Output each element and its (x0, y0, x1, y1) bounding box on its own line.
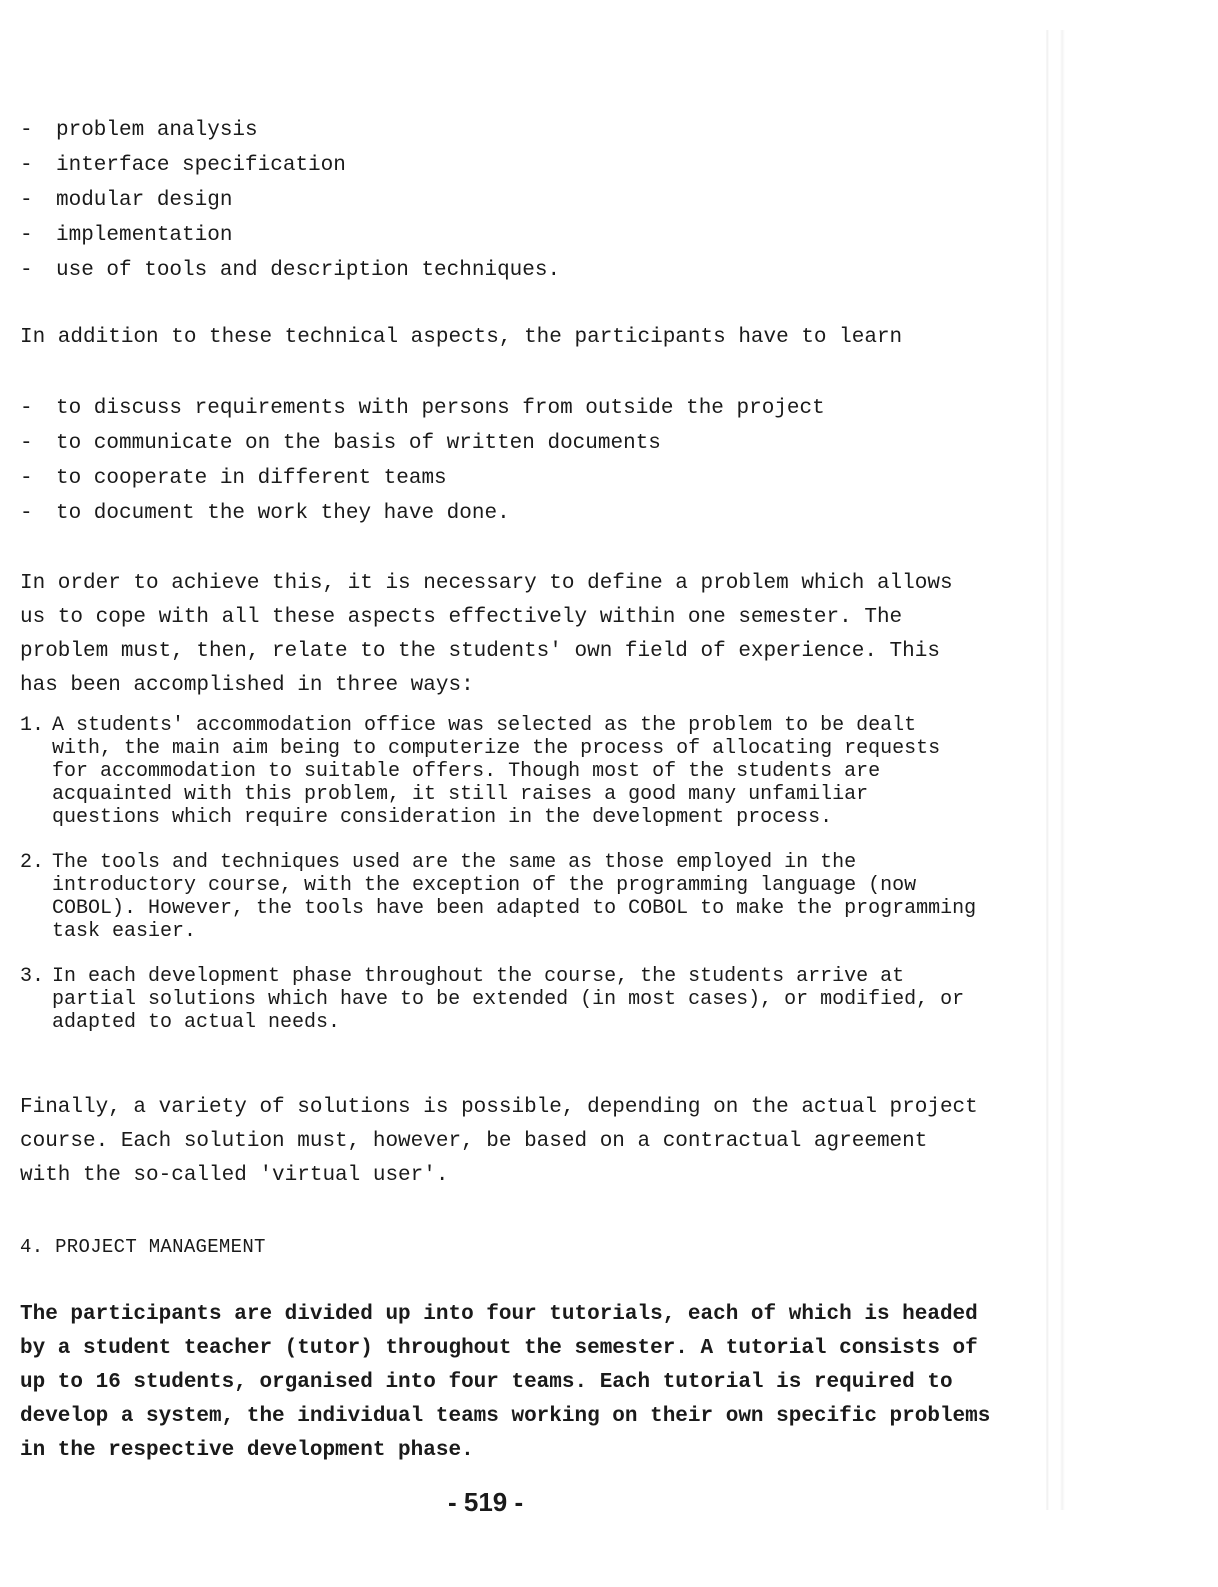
way-number: 2. (20, 851, 45, 874)
page-number: - 519 - (448, 1487, 524, 1517)
list-item: - to communicate on the basis of written documents (20, 432, 661, 455)
list-item: - problem analysis (20, 119, 258, 142)
list-item: - to document the work they have done. (20, 502, 510, 525)
list-item: - interface specification (20, 154, 346, 177)
list-item-text: use of tools and description techniques. (56, 259, 561, 282)
list-item: - to discuss requirements with persons from outside the project (20, 397, 825, 420)
list-item-text: modular design (56, 189, 233, 212)
learn-list (20, 391, 825, 531)
list-item-text: to document the work they have done. (56, 502, 510, 525)
intro-topic-list (20, 113, 560, 288)
list-item: - implementation (20, 224, 233, 247)
order-paragraph: In order to achieve this, it is necessary to define a problem which allows us to cope with all these aspects effectively within one semester. The problem must, then, relate to the students' own field of experience. This has been accomplished in three ways: (20, 572, 953, 697)
list-item: - to cooperate in different teams (20, 467, 447, 490)
way-item (20, 965, 980, 1034)
way-text: A students' accommodation office was selected as the problem to be dealt with, the main aim being to computerize the process of allocating requests for accommodation to suitable offers. Though most of the students are acquainted with this problem, it still raises a good many unfamiliar questions which require consideration in the development process. (52, 714, 941, 829)
addition-paragraph: In addition to these technical aspects, the participants have to learn (20, 326, 903, 349)
list-item: - modular design (20, 189, 233, 212)
management-paragraph: The participants are divided up into four tutorials, each of which is headed by a student teacher (tutor) throughout the semester. A tutorial consists of up to 16 students, organised into four teams. Each tutorial is required to develop a system, the individual teams working on their own specific problems in the respective development phase. (20, 1303, 991, 1462)
list-item: - use of tools and description techniques. (20, 259, 561, 282)
list-item-text: implementation (56, 224, 233, 247)
way-number: 1. (20, 714, 45, 737)
list-item-text: to cooperate in different teams (56, 467, 447, 490)
way-item (20, 714, 980, 829)
ways-list (20, 714, 980, 1034)
list-item-text: interface specification (56, 154, 346, 177)
way-item (20, 851, 980, 943)
list-item-text: to communicate on the basis of written documents (56, 432, 661, 455)
list-item-text: problem analysis (56, 119, 258, 142)
scan-edge-artifact (1040, 30, 1078, 1510)
section-heading: 4. PROJECT MANAGEMENT (20, 1236, 266, 1258)
finally-paragraph: Finally, a variety of solutions is possible, depending on the actual project course. Each solution must, however, be based on a contractual agreement with the so-called 'virtual user'. (20, 1096, 978, 1187)
way-text: The tools and techniques used are the same as those employed in the introductory course, with the exception of the programming language (now COBOL). However, the tools have been adapted to COBOL to make the programming task easier. (52, 851, 977, 943)
list-item-text: to discuss requirements with persons from outside the project (56, 397, 825, 420)
way-text: In each development phase throughout the course, the students arrive at partial solutions which have to be extended (in most cases), or modified, or adapted to actual needs. (52, 965, 965, 1034)
way-number: 3. (20, 965, 45, 988)
